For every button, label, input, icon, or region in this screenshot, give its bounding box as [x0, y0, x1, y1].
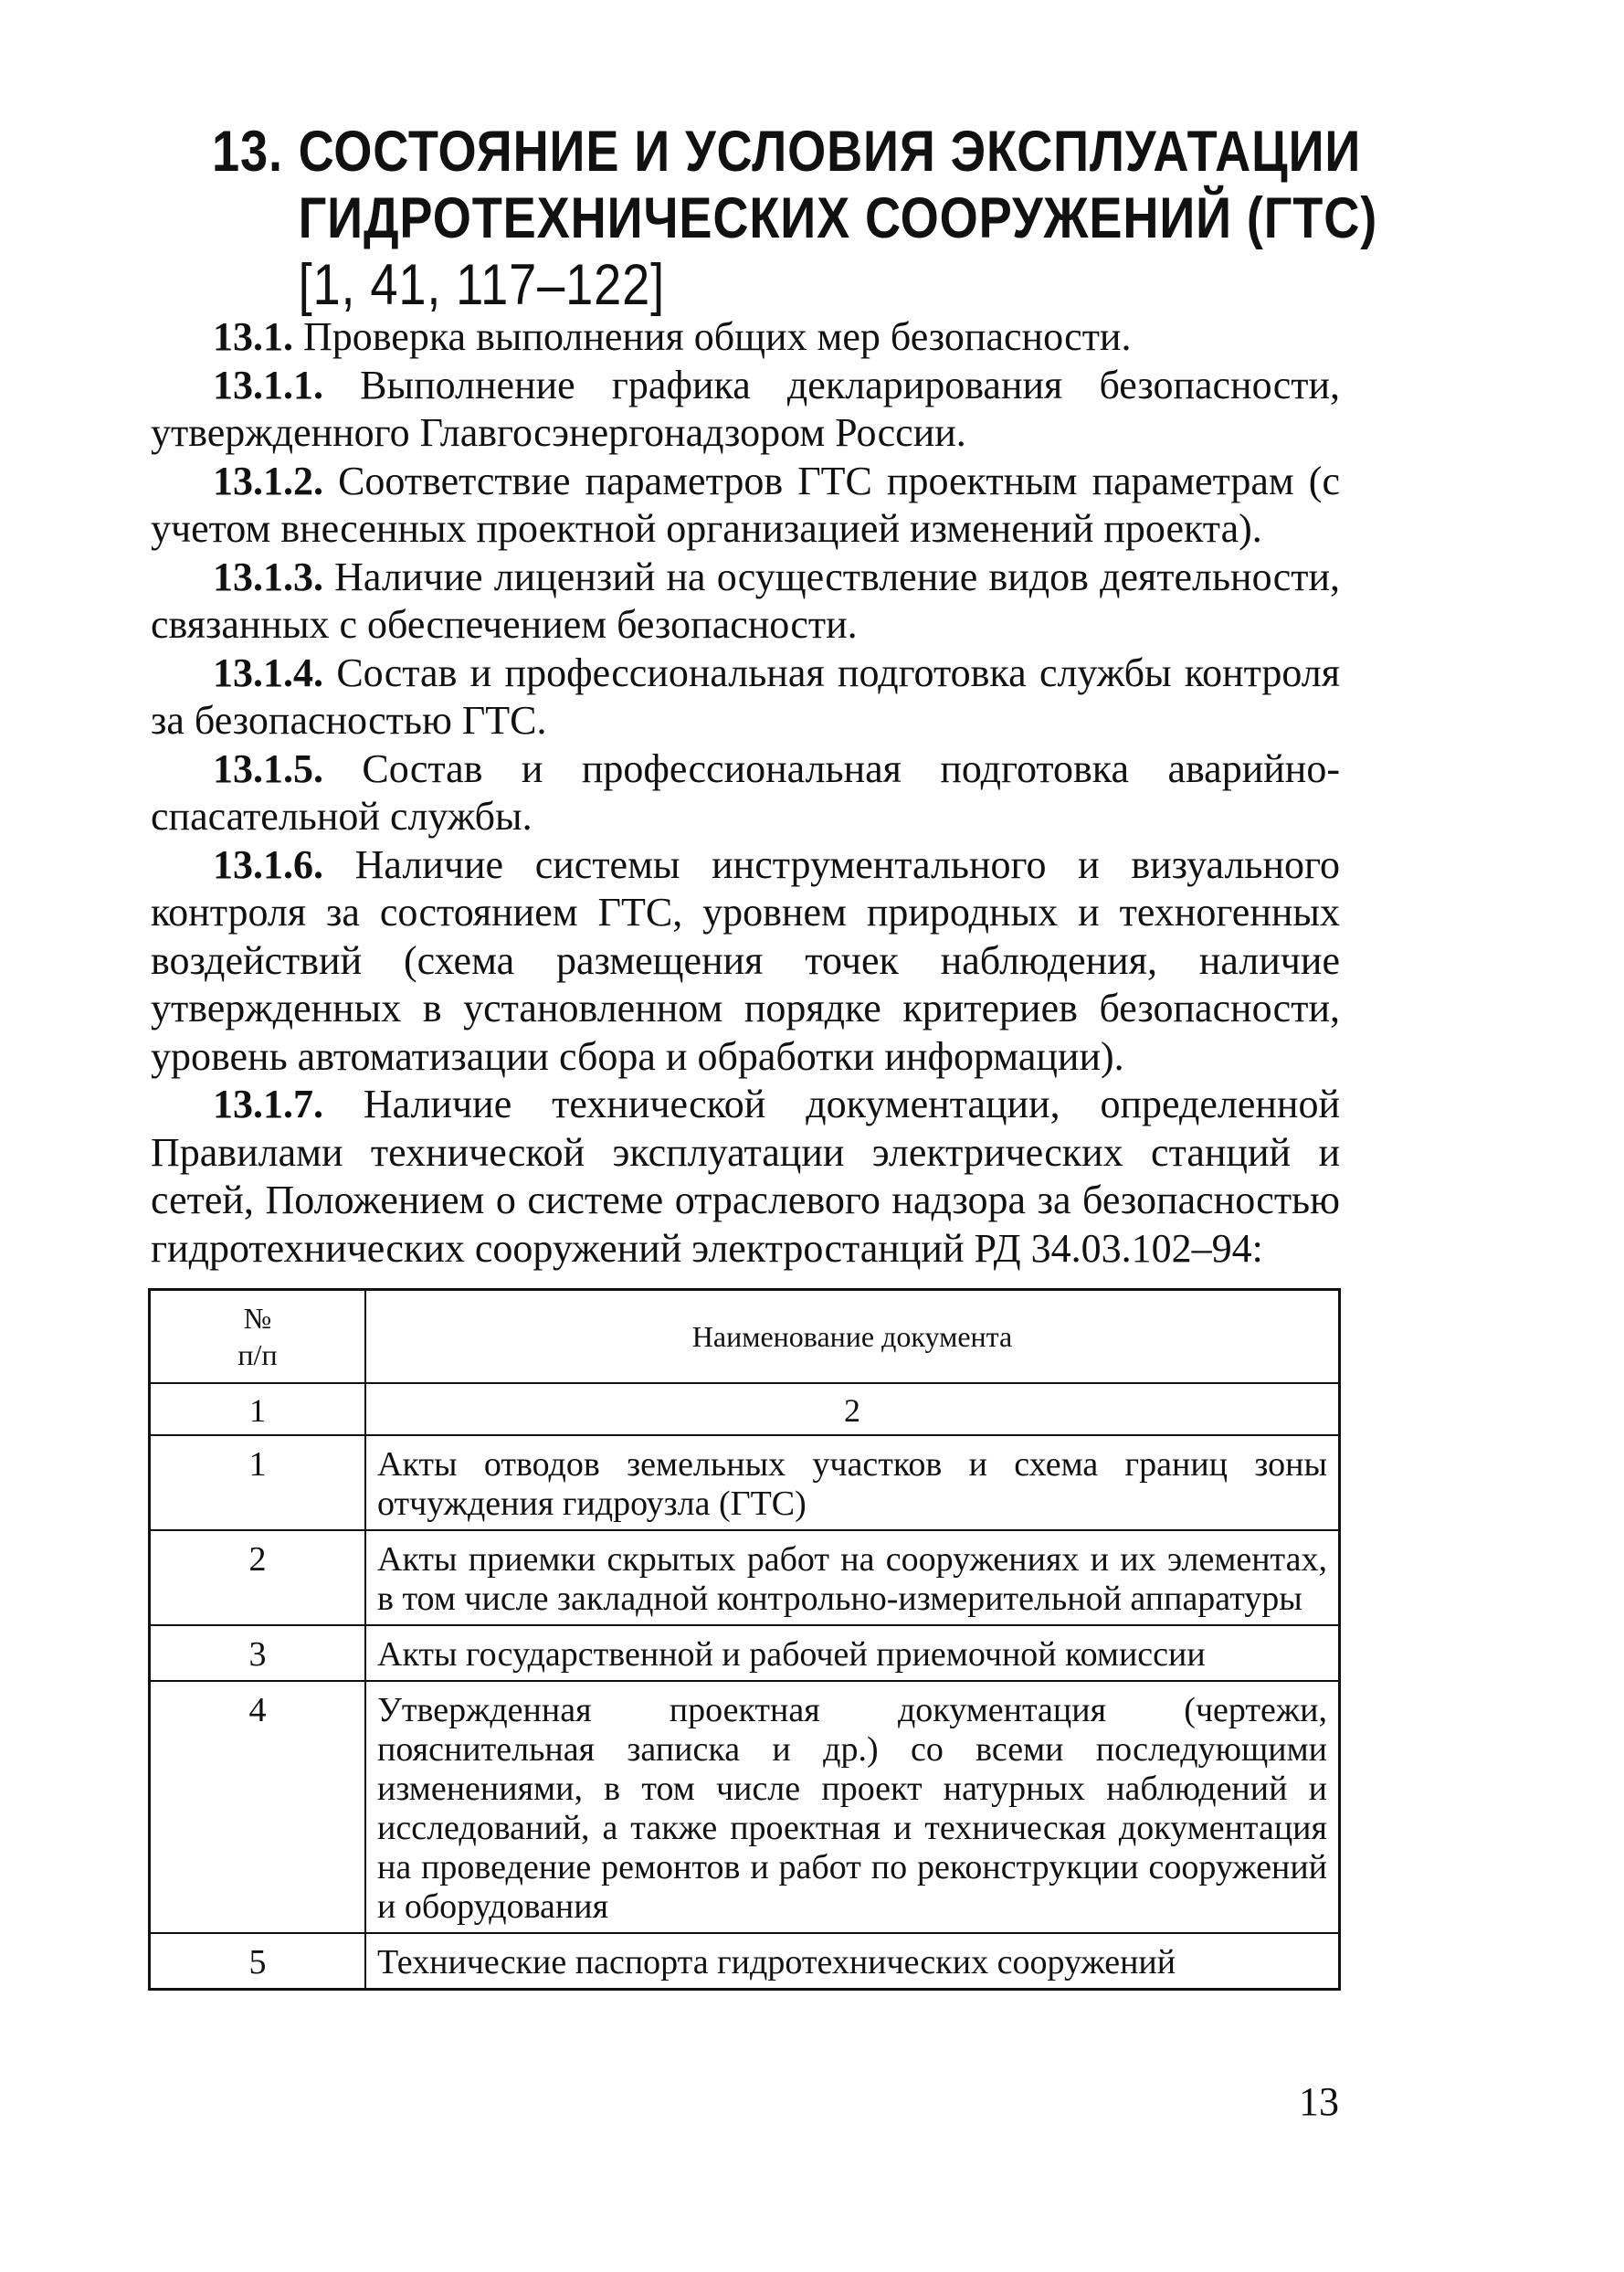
heading-line-1	[212, 119, 1362, 185]
row-number: 4	[150, 1681, 366, 1933]
paragraph-text: Наличие технической документации, определенной Правилами технической эксплуатации электрических станций и сетей, Положением о системе отраслевого надзора за безопасностью гидротехнических сооружений электростанций РД 34.03.102–94:	[151, 1082, 1340, 1271]
paragraph-number: 13.1.4.	[213, 650, 323, 695]
section-body	[151, 313, 1340, 1273]
row-document: Акты приемки скрытых работ на сооружениях и их элементах, в том числе закладной контрольно-измерительной аппаратуры	[365, 1530, 1340, 1625]
row-number: 3	[150, 1625, 366, 1681]
row-number: 5	[150, 1933, 366, 1990]
paragraph-number: 13.1.6.	[213, 841, 323, 887]
paragraph-13-1-7	[151, 1081, 1340, 1273]
header-document-name: Наименование документа	[365, 1290, 1340, 1384]
table-row	[150, 1933, 1340, 1990]
heading-number: 13.	[212, 120, 283, 184]
paragraph-text: Проверка выполнения общих мер безопасности.	[293, 314, 1132, 359]
row-document: Акты государственной и рабочей приемочной комиссии	[365, 1625, 1340, 1681]
paragraph-text: Выполнение графика декларирования безопасности, утвержденного Главгосэнергонадзором России.	[151, 362, 1340, 455]
paragraph-number: 13.1.5.	[213, 745, 323, 791]
paragraph-text: Состав и профессиональная подготовка аварийно-спасательной службы.	[151, 745, 1340, 839]
row-number: 2	[150, 1530, 366, 1625]
row-document: Технические паспорта гидротехнических сооружений	[365, 1933, 1340, 1990]
paragraph-13-1-4	[151, 650, 1340, 745]
paragraph-13-1-3	[151, 554, 1340, 650]
column-index-1: 1	[150, 1383, 366, 1435]
heading-title-line-2: ГИДРОТЕХНИЧЕСКИХ СООРУЖЕНИЙ (ГТС)	[298, 186, 1378, 250]
paragraph-number: 13.1.2.	[213, 458, 323, 503]
paragraph-13-1-6	[151, 841, 1340, 1082]
table-row	[150, 1530, 1340, 1625]
header-number-cell	[150, 1290, 366, 1384]
paragraph-13-1-1	[151, 362, 1340, 458]
page-number: 13	[1299, 2079, 1339, 2124]
heading-title-line-1: СОСТОЯНИЕ И УСЛОВИЯ ЭКСПЛУАТАЦИИ	[298, 120, 1362, 184]
row-document: Акты отводов земельных участков и схема границ зоны отчуждения гидроузла (ГТС)	[365, 1435, 1340, 1530]
table-column-index-row	[150, 1383, 1340, 1435]
table-row	[150, 1625, 1340, 1681]
section-heading	[212, 119, 1378, 319]
paragraph-13-1	[151, 313, 1340, 362]
header-number-label: п/п	[237, 1338, 278, 1371]
table-header-row	[150, 1290, 1340, 1384]
row-document: Утвержденная проектная документация (чертежи, пояснительная записка и др.) со всеми последующими изменениями, в том числе проект натурных наблюдений и исследований, а также проектная и техническая документация на проведение ремонтов и работ по реконструкции сооружений и оборудования	[365, 1681, 1340, 1933]
documents-table	[148, 1288, 1341, 1991]
paragraph-number: 13.1.1.	[213, 362, 323, 407]
paragraph-text: Соответствие параметров ГТС проектным параметрам (с учетом внесенных проектной организацией изменений проекта).	[151, 458, 1340, 551]
table-row	[150, 1681, 1340, 1933]
table-row	[150, 1435, 1340, 1530]
heading-references: [1, 41, 117–122]	[298, 253, 665, 317]
paragraph-number: 13.1.7.	[213, 1082, 323, 1126]
paragraph-13-1-2	[151, 458, 1340, 554]
header-number-symbol: №	[243, 1302, 272, 1335]
paragraph-number: 13.1.3.	[213, 554, 323, 599]
paragraph-13-1-5	[151, 745, 1340, 841]
row-number: 1	[150, 1435, 366, 1530]
paragraph-text: Наличие системы инструментального и визуального контроля за состоянием ГТС, уровнем природных и техногенных воздействий (схема размещения точек наблюдения, наличие утвержденных в установленном порядке критериев безопасности, уровень автоматизации сбора и обработки информации).	[151, 841, 1340, 1079]
column-index-2: 2	[365, 1383, 1340, 1435]
paragraph-number: 13.1.	[213, 314, 293, 359]
paragraph-text: Наличие лицензий на осуществление видов деятельности, связанных с обеспечением безопасности.	[151, 554, 1340, 647]
paragraph-text: Состав и профессиональная подготовка службы контроля за безопасностью ГТС.	[151, 650, 1340, 743]
